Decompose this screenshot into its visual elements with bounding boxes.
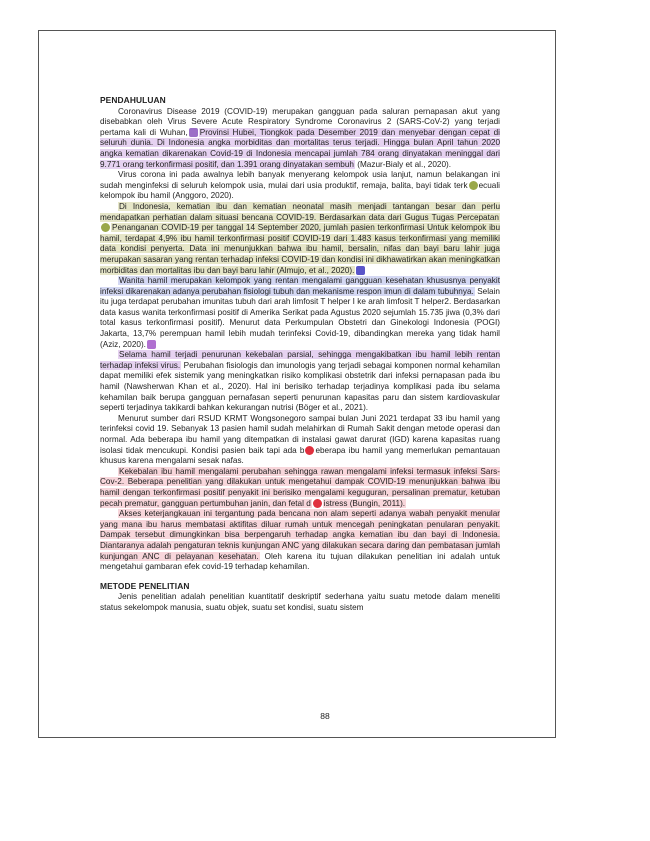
paragraph-3 [100, 202, 500, 276]
highlight-2-cont[interactable]: Penanganan COVID-19 per tanggal 14 September 2020, jumlah pasien terkonfirmasi Untuk kelompok ibu hamil, terdapat 4,9% ibu hamil terkonfirmasi positif COVID-19 dari 1.483 kasus terkonfirmasi yang memiliki data kondisi penyerta. Data ini menunjukkan bahwa ibu hamil, bersalin, nifas dan bayi baru lahir juga merupakan sasaran yang rentan terhadap infeksi COVID-19 dan kondisi ini dikhawatirkan akan meningkatkan morbiditas dan mortalitas ibu dan bayi baru lahir (Almujo, et al., 2020). [100, 223, 500, 275]
paragraph-4 [100, 276, 500, 350]
paragraph-5-text: Perubahan fisiologis dan imunologis yang terjadi sebagai komponen normal kehamilan dapat memiliki efek sistemik yang meningkatkan risiko komplikasi obstetrik dari infeksi pernapasan pada ibu hamil (Nawsherwan Khan et al., 2020). Hal ini berisiko terhadap terjadinya komplikasi pada ibu selama kehamilan baik berupa gangguan pernafasan seperti penurunan kapasitas paru dan sistem kardiovaskular seperti terjadinya takikardi bahkan kekurangan nutrisi (Böger et al., 2021). [100, 360, 501, 413]
document-body [100, 95, 500, 614]
annotation-marker-1[interactable] [189, 128, 198, 137]
paragraph-8 [100, 509, 500, 573]
paragraph-1 [100, 107, 500, 171]
section-heading-method: METODE PENELITIAN [100, 580, 190, 591]
paragraph-4-text: Selain itu juga terdapat perubahan imunitas tubuh dari arah limfosit T helper I ke arah limfosit T helper2. Berdasarkan data kasus wanita terkonfirmasi positif di Amerika Serikat pada Agustus 2020 sejumlah 15.735 jiwa (0,3% dari total kasus terkonfirmasi positif). Menurut data Perkumpulan Obstetri dan Ginekologi Indonesia (POGI) Jakarta, 13,7% perempuan hamil lebih mudah terinfeksi Covid-19, dibandingkan mereka yang tidak hamil (Aziz, 2020). [100, 286, 500, 349]
annotation-marker-5[interactable] [147, 340, 156, 349]
paragraph-6-text-end: eberapa ibu hamil yang memerlukan pemantauan khusus karena mengalami sesak nafas. [100, 445, 500, 466]
highlight-4[interactable]: Selama hamil terjadi penurunan kekebalan parsial, sehingga mengakibatkan ibu hamil lebih rentan terhadap infeksi virus. [100, 350, 500, 370]
highlight-2[interactable]: Di Indonesia, kematian ibu dan kematian neonatal masih menjadi tantangan besar dan perlu mendapatkan perhatian dalam situasi bencana COVID-19. Berdasarkan data dari Gugus Tugas Percepatan [100, 201, 500, 222]
page-number: 88 [320, 711, 330, 721]
annotation-marker-7[interactable] [313, 499, 322, 508]
paragraph-2 [100, 170, 500, 202]
annotation-marker-3[interactable] [101, 223, 110, 232]
annotation-marker-6[interactable] [305, 446, 314, 455]
paragraph-1-text: Coronavirus Disease 2019 (COVID-19) merupakan gangguan pada saluran pernapasan akut yang disebabkan oleh Virus Severe Acute Respiratory Syndrome Coronavirus 2 (SARS-CoV-2) yang terjadi pertama kali di Wuhan, [100, 106, 500, 137]
paragraph-6-text: Menurut sumber dari RSUD KRMT Wongsonegoro sampai bulan Juni 2021 terdapat 33 ibu hamil yang terinfeksi covid 19. Sebanyak 13 pasien hamil sudah melahirkan di Rumah Sakit dengan metode operasi dan normal. Ada beberapa ibu hamil yang ditempatkan di instalasi gawat darurat (IGD) karena kapasitas ruang isolasi tidak mencukupi. Kondisi pasien baik tapi ada b [100, 413, 500, 455]
paragraph-9 [100, 592, 500, 613]
paragraph-1-citation: (Mazur-Bialy et al., 2020). [354, 159, 451, 169]
annotation-marker-4[interactable]: 11 [356, 266, 365, 275]
highlight-5[interactable]: Kekebalan ibu hamil mengalami perubahan sehingga rawan mengalami infeksi termasuk infeksi Sars-Cov-2. Beberapa penelitian yang dilakukan untuk mengetahui dampak COVID-19 menunjukkan bahwa ibu hamil dengan terkonfirmasi positif penyakit ini berisiko mengalami keguguran, persalinan prematur, ketuban pecah prematur, gangguan pertumbuhan janin, dan fetal d [100, 466, 500, 508]
highlight-3[interactable]: Wanita hamil merupakan kelompok yang rentan mengalami gangguan kesehatan khususnya penyakit infeksi dikarenakan adanya perubahan fisiologi tubuh dan mekanisme respon imun di dalam tubuhnya. [100, 276, 500, 296]
paragraph-2-text: Virus corona ini pada awalnya lebih banyak menyerang kelompok usia lanjut, namun belakangan ini sudah menginfeksi di seluruh kelompok usia, mulai dari usia produktif, remaja, balita, bayi tidak terk [100, 170, 500, 190]
paragraph-6 [100, 414, 500, 467]
annotation-marker-2[interactable] [469, 181, 478, 190]
highlight-5-cont[interactable]: istress (Bungin, 2011). [323, 498, 406, 508]
section-heading-intro: PENDAHULUAN [100, 95, 166, 105]
highlight-1[interactable]: Provinsi Hubei, Tiongkok pada Desember 2019 dan menyebar dengan cepat di seluruh dunia. Di Indonesia angka morbiditas dan mortalitas terus terjadi. Hingga bulan April tahun 2020 angka kematian dikarenakan Covid-19 di Indonesia mencapai jumlah 784 orang dinyatakan meninggal dari 9.771 orang terkonfirmasi positif, dan 1.391 orang dinyatakan sembuh [100, 127, 500, 169]
paragraph-8-text: Oleh karena itu tujuan dilakukan penelitian ini adalah untuk mengetahui gambaran efek covid-19 terhadap kehamilan. [100, 551, 500, 572]
paragraph-2-text-end: ecuali kelompok ibu hamil (Anggoro, 2020). [100, 180, 500, 201]
paragraph-5 [100, 350, 500, 414]
paragraph-9-text: Jenis penelitian adalah penelitian kuantitatif deskriptif sederhana yaitu suatu metode dalam meneliti status sekelompok manusia, suatu objek, suatu set kondisi, suatu sistem [100, 592, 500, 612]
highlight-6[interactable]: Akses keterjangkauan ini tergantung pada bencana non alam seperti adanya wabah penyakit menular yang mana ibu harus membatasi aktifitas diluar rumah untuk mencegah peningkatan penularan penyakit. Dampak tersebut dimungkinkan bisa berpengaruh terhadap angka kematian ibu dan bayi di Indonesia. Diantaranya adalah pengaturan teknis kunjungan ANC yang dilakukan secara daring dan pembatasan jumlah kunjungan ANC di pelayanan kesehatan. [100, 509, 500, 561]
paragraph-7 [100, 467, 500, 509]
